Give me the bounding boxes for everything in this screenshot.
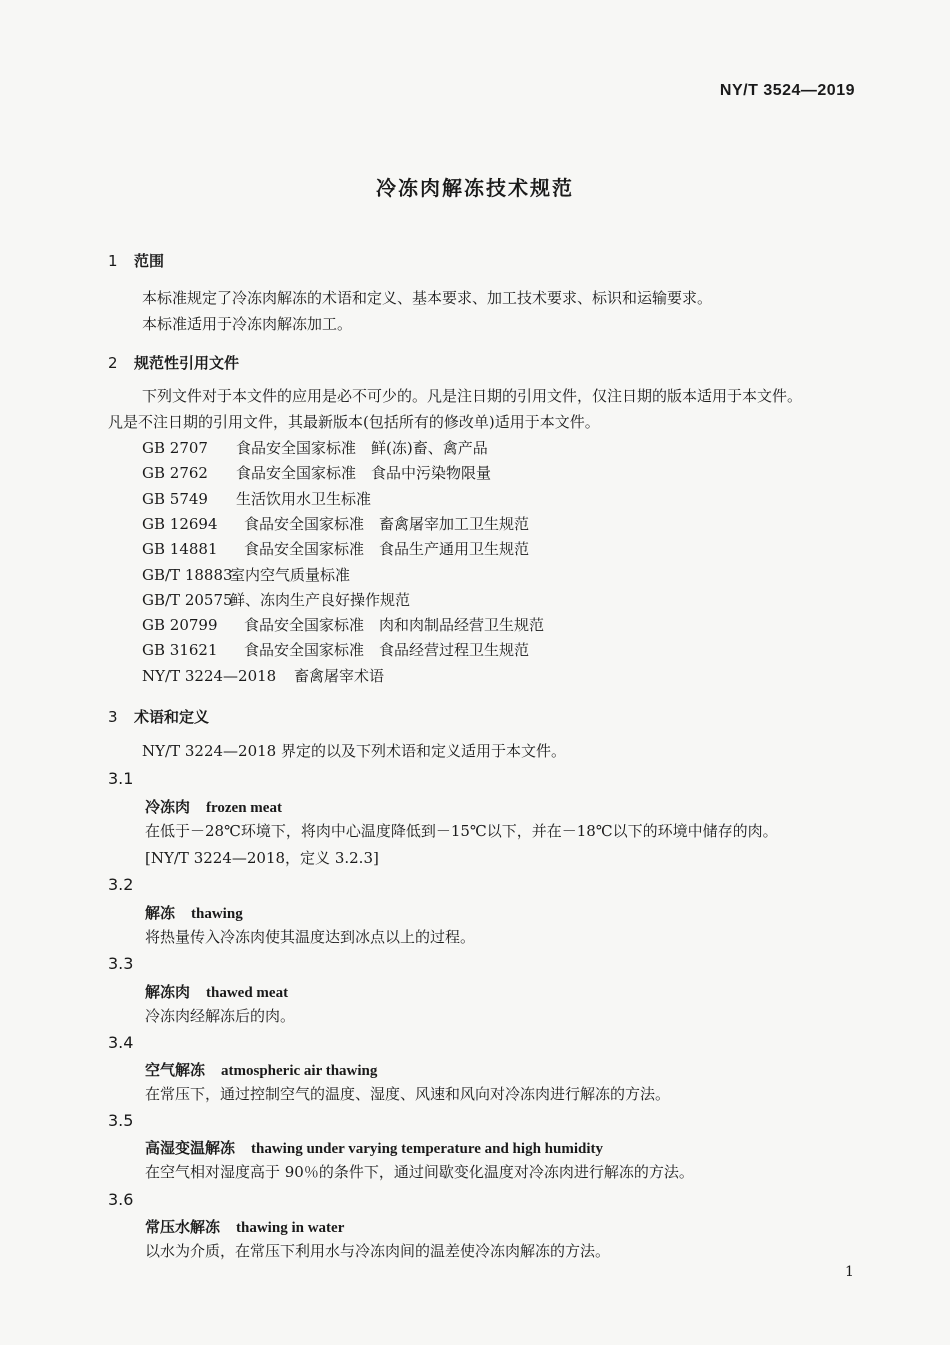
reference-title: 鲜、冻肉生产良好操作规范 [230, 591, 411, 609]
document-title: 冷冻肉解冻技术规范 [376, 176, 574, 200]
term-zh: 解冻肉 [145, 983, 191, 1001]
reference-title: 生活饮用水卫生标准 [236, 490, 372, 508]
reference-title: 室内空气质量标准 [230, 566, 351, 584]
term-zh: 高湿变温解冻 [145, 1139, 236, 1157]
term-heading [145, 902, 243, 923]
paragraph: 凡是不注日期的引用文件，其最新版本(包括所有的修改单)适用于本文件。 [108, 413, 600, 431]
paragraph: 本标准规定了冷冻肉解冻的术语和定义、基本要求、加工技术要求、标识和运输要求。 [142, 289, 713, 307]
term-number: 3.1 [108, 769, 134, 788]
reference-code: GB 12694 [142, 515, 218, 533]
reference-code: GB 2762 [142, 464, 208, 482]
reference-code: NY/T 3224—2018 [142, 667, 277, 685]
standard-number: NY/T 3524—2019 [719, 82, 855, 99]
term-zh: 空气解冻 [145, 1061, 206, 1079]
reference-title: 畜禽屠宰术语 [294, 667, 385, 685]
section-title: 范围 [134, 252, 165, 270]
reference-item [142, 488, 371, 509]
term-heading [145, 1137, 603, 1158]
term-definition: 冷冻肉经解冻后的肉。 [145, 1007, 296, 1025]
section-title: 术语和定义 [134, 708, 210, 726]
term-zh: 冷冻肉 [145, 798, 191, 816]
reference-item [142, 462, 491, 483]
reference-title: 食品安全国家标准 食品生产通用卫生规范 [244, 540, 530, 558]
paragraph: NY/T 3224—2018 界定的以及下列术语和定义适用于本文件。 [142, 742, 566, 760]
term-en: thawing in water [236, 1220, 345, 1236]
reference-title: 食品安全国家标准 鲜(冻)畜、禽产品 [236, 439, 488, 457]
term-heading [145, 1216, 344, 1237]
reference-item [142, 538, 529, 559]
term-definition: 将热量传入冷冻肉使其温度达到冰点以上的过程。 [145, 928, 476, 946]
page-number: 1 [845, 1264, 854, 1280]
reference-item [142, 589, 410, 610]
term-en: frozen meat [206, 800, 282, 816]
reference-code: GB/T 18883 [142, 566, 233, 584]
reference-code: GB 2707 [142, 439, 208, 457]
term-number: 3.3 [108, 954, 134, 973]
term-heading [145, 981, 288, 1002]
section-1-heading [108, 250, 164, 271]
term-zh: 解冻 [145, 904, 176, 922]
term-heading [145, 796, 282, 817]
reference-code: GB 20799 [142, 616, 218, 634]
reference-title: 食品安全国家标准 食品中污染物限量 [236, 464, 492, 482]
section-number: 2 [108, 354, 118, 372]
reference-item [142, 639, 529, 660]
term-source: [NY/T 3224—2018，定义 3.2.3] [145, 849, 379, 867]
reference-title: 食品安全国家标准 食品经营过程卫生规范 [244, 641, 530, 659]
term-definition: 在常压下，通过控制空气的温度、湿度、风速和风向对冷冻肉进行解冻的方法。 [145, 1085, 671, 1103]
term-number: 3.4 [108, 1033, 134, 1052]
paragraph: 本标准适用于冷冻肉解冻加工。 [142, 315, 353, 333]
reference-code: GB/T 20575 [142, 591, 233, 609]
term-heading [145, 1059, 377, 1080]
reference-title: 食品安全国家标准 畜禽屠宰加工卫生规范 [244, 515, 530, 533]
term-definition: 以水为介质，在常压下利用水与冷冻肉间的温差使冷冻肉解冻的方法。 [145, 1242, 611, 1260]
term-en: atmospheric air thawing [221, 1063, 378, 1079]
reference-item [142, 564, 350, 585]
section-3-heading [108, 706, 209, 727]
reference-item [142, 437, 488, 458]
section-2-heading [108, 352, 239, 373]
section-number: 1 [108, 252, 118, 270]
term-number: 3.5 [108, 1111, 134, 1130]
reference-code: GB 31621 [142, 641, 218, 659]
reference-item [142, 614, 544, 635]
term-definition: 在低于－28℃环境下，将肉中心温度降低到－15℃以下，并在－18℃以下的环境中储存的肉。 [145, 822, 778, 840]
paragraph: 下列文件对于本文件的应用是必不可少的。凡是注日期的引用文件，仅注日期的版本适用于本文件。 [142, 387, 803, 405]
section-number: 3 [108, 708, 118, 726]
reference-code: GB 5749 [142, 490, 208, 508]
term-number: 3.6 [108, 1190, 134, 1209]
term-en: thawed meat [206, 985, 289, 1001]
term-en: thawing [191, 906, 243, 922]
reference-code: GB 14881 [142, 540, 218, 558]
section-title: 规范性引用文件 [134, 354, 240, 372]
term-definition: 在空气相对湿度高于 90％的条件下，通过间歇变化温度对冷冻肉进行解冻的方法。 [145, 1163, 694, 1181]
reference-title: 食品安全国家标准 肉和肉制品经营卫生规范 [244, 616, 545, 634]
reference-item [142, 513, 529, 534]
term-zh: 常压水解冻 [145, 1218, 221, 1236]
term-number: 3.2 [108, 875, 134, 894]
reference-item [142, 665, 384, 686]
term-en: thawing under varying temperature and high humidity [251, 1141, 604, 1157]
